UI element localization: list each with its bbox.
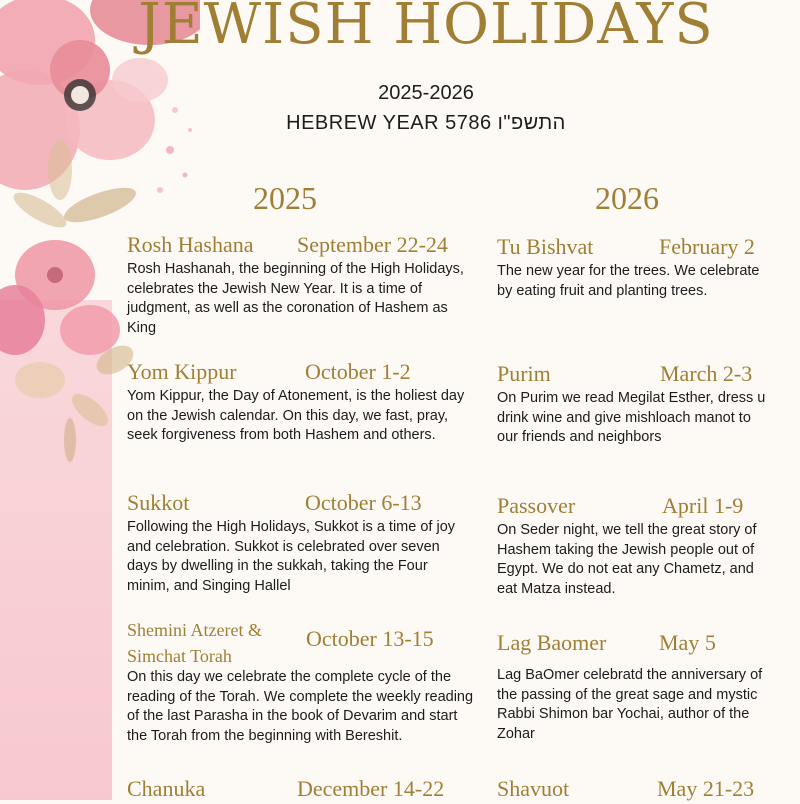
holiday-name: Yom Kippur: [127, 359, 237, 384]
holiday-date: May 5: [659, 630, 716, 655]
holiday-description-line: Hashem taking the Jewish people out of: [497, 541, 755, 558]
holiday-tu-bishvat: [497, 234, 800, 301]
holiday-name: Lag Baomer: [497, 630, 607, 655]
holiday-name: Tu Bishvat: [497, 234, 594, 259]
holiday-description-line: On Purim we read Megilat Esther, dress u: [497, 390, 766, 406]
holiday-description: Rosh Hashanah, the beginning of the High Holidays, celebrates the Jewish New Year. It is a time of judgment, as well as the coronation of Hashem as King: [127, 261, 464, 336]
holiday-description: On this day we celebrate the complete cycle of the reading of the Torah. We complete the weekly reading of the last Parasha in the book of Devarim and start the Torah from the beginning with Bereshit.: [127, 669, 474, 744]
year-heading-2026: 2026: [595, 180, 659, 216]
hebrew-year-subtitle: HEBREW YEAR 5786 התשפ"ו: [286, 112, 566, 134]
holiday-yom-kippur: [127, 359, 477, 446]
holiday-date: October 6-13: [305, 490, 422, 515]
holiday-description: Following the High Holidays, Sukkot is a time of joy and celebration. Sukkot is celebrated over seven days by dwelling in the sukkah, taking the Four minim, and Singing Hallel: [127, 519, 456, 594]
holiday-description-line: the passing of the great sage and mystic: [497, 686, 758, 703]
holiday-date: October 13-15: [306, 626, 434, 651]
holiday-lag-baomer: [497, 630, 800, 744]
years-subtitle: 2025-2026: [378, 82, 474, 104]
holiday-name: Shavuot: [497, 776, 570, 801]
holiday-description-line: Lag BaOmer celebratd the anniversary of: [497, 667, 763, 683]
holiday-description-line: Egypt. We do not eat any Chametz, and: [497, 561, 754, 577]
holiday-purim: [497, 361, 800, 448]
holiday-description: Yom Kippur, the Day of Atonement, is the holiest day on the Jewish calendar. On this day, we fast, pray, seek forgiveness from both Hashem and others.: [127, 388, 465, 443]
holiday-date: April 1-9: [662, 493, 744, 518]
holiday-date: March 2-3: [660, 361, 753, 386]
holiday-name: Rosh Hashana: [127, 232, 254, 257]
year-heading-2025: 2025: [253, 180, 317, 216]
holiday-date: December 14-22: [297, 776, 445, 801]
holiday-name-line2: Simchat Torah: [127, 646, 232, 666]
holiday-description-line: The new year for the trees. We celebrate: [497, 263, 760, 279]
holiday-description-line: our friends and neighbors: [497, 429, 662, 445]
holiday-description-line: On Seder night, we tell the great story of: [497, 522, 757, 538]
page-title: JEWISH HOLIDAYS: [138, 0, 714, 57]
holiday-date: September 22-24: [297, 232, 448, 257]
holiday-description-line: by eating fruit and planting trees.: [497, 282, 708, 299]
holiday-name: Purim: [497, 361, 551, 386]
holiday-description-line: drink wine and give mishloach manot to: [497, 409, 751, 426]
holiday-name: Passover: [497, 493, 576, 518]
holiday-date: October 1-2: [305, 359, 411, 384]
holiday-date: February 2: [659, 234, 755, 259]
holiday-name: Sukkot: [127, 490, 190, 515]
holiday-description-line: Zohar: [497, 725, 535, 742]
holiday-name-line1: Shemini Atzeret &: [127, 620, 262, 640]
holiday-date: May 21-23: [657, 776, 755, 801]
holiday-description-line: eat Matza instead.: [497, 580, 616, 597]
holiday-passover: [497, 493, 800, 599]
holiday-sukkot: [127, 490, 477, 596]
holiday-rosh-hashana: [127, 232, 477, 338]
holiday-shemini-atzeret: [127, 618, 477, 746]
holiday-description-line: Rabbi Shimon bar Yochai, author of the: [497, 706, 750, 722]
holiday-name: Chanuka: [127, 776, 206, 801]
